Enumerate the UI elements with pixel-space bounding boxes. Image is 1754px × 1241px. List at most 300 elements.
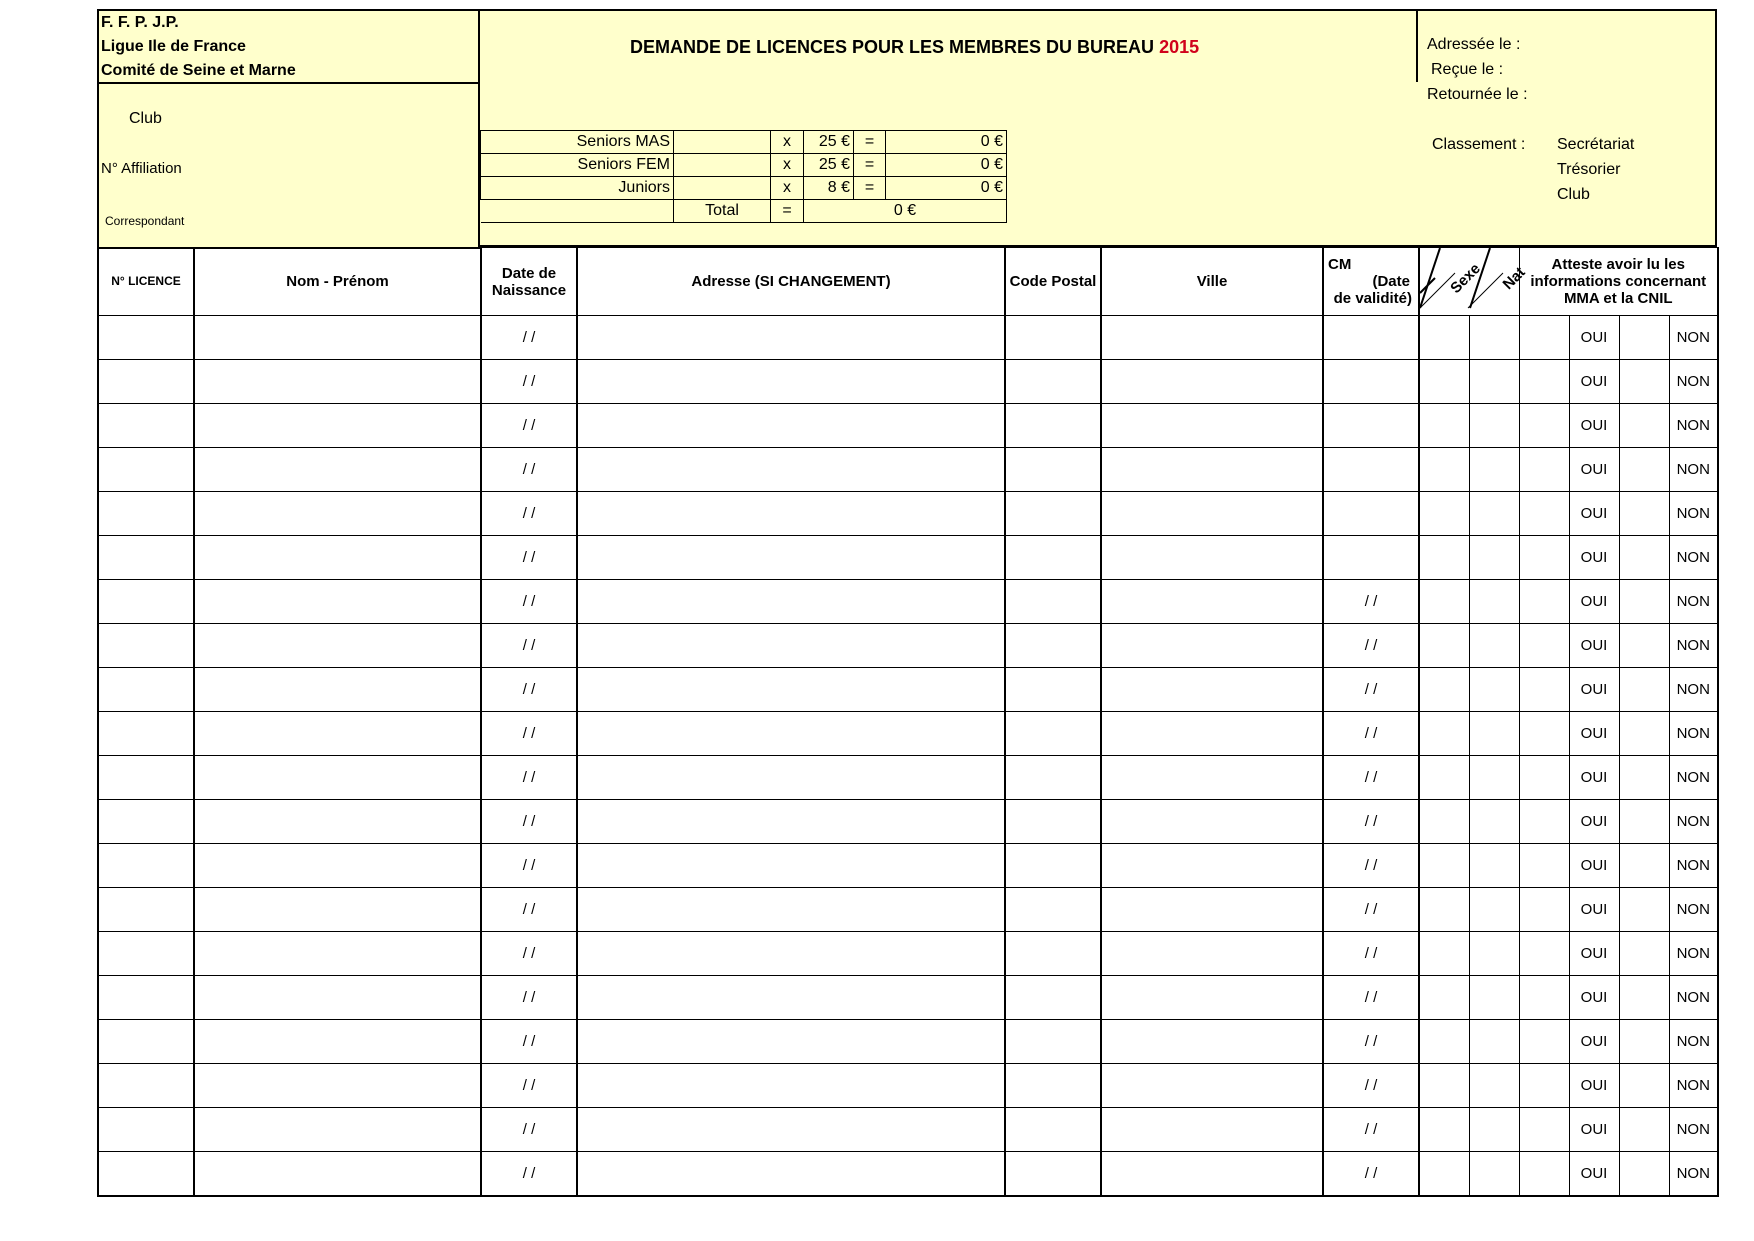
nom-cell[interactable] [194, 1064, 481, 1108]
table-row [98, 492, 1718, 536]
non-label: NON [1669, 1108, 1718, 1152]
adresse-cell[interactable] [577, 316, 1005, 360]
ville-cell[interactable] [1101, 1108, 1323, 1152]
adresse-cell[interactable] [577, 800, 1005, 844]
page-title [630, 37, 1199, 58]
code-postal-cell[interactable] [1005, 536, 1101, 580]
date-naissance-cell[interactable]: / / [481, 888, 577, 932]
ville-cell[interactable] [1101, 1020, 1323, 1064]
date-naissance-cell[interactable]: / / [481, 756, 577, 800]
date-naissance-cell[interactable]: / / [481, 1152, 577, 1196]
sexe-cell[interactable] [1419, 580, 1469, 624]
adresse-cell[interactable] [577, 492, 1005, 536]
oui-checkbox-cell[interactable] [1519, 976, 1569, 1020]
oui-label: OUI [1569, 580, 1619, 624]
licence-cell[interactable] [98, 1064, 194, 1108]
adresse-cell[interactable] [577, 536, 1005, 580]
sexe-cell[interactable] [1419, 404, 1469, 448]
licence-cell[interactable] [98, 360, 194, 404]
cm-cell[interactable] [1323, 404, 1419, 448]
sexe-cell[interactable] [1419, 888, 1469, 932]
oui-checkbox-cell[interactable] [1519, 448, 1569, 492]
non-checkbox-cell[interactable] [1619, 448, 1669, 492]
non-label: NON [1669, 624, 1718, 668]
adresse-cell[interactable] [577, 712, 1005, 756]
table-row [98, 360, 1718, 404]
ville-cell[interactable] [1101, 1064, 1323, 1108]
nom-cell[interactable] [194, 360, 481, 404]
oui-checkbox-cell[interactable] [1519, 536, 1569, 580]
sexe-cell[interactable] [1419, 844, 1469, 888]
nom-cell[interactable] [194, 800, 481, 844]
licence-cell[interactable] [98, 844, 194, 888]
non-checkbox-cell[interactable] [1619, 712, 1669, 756]
date-naissance-cell[interactable]: / / [481, 404, 577, 448]
nom-cell[interactable] [194, 932, 481, 976]
oui-checkbox-cell[interactable] [1519, 712, 1569, 756]
licence-cell[interactable] [98, 448, 194, 492]
table-row [98, 624, 1718, 668]
adresse-cell[interactable] [577, 1152, 1005, 1196]
oui-label: OUI [1569, 492, 1619, 536]
date-naissance-cell[interactable]: / / [481, 1020, 577, 1064]
code-postal-cell[interactable] [1005, 888, 1101, 932]
sexe-cell[interactable] [1419, 536, 1469, 580]
oui-checkbox-cell[interactable] [1519, 404, 1569, 448]
licence-cell[interactable] [98, 756, 194, 800]
sexe-cell[interactable] [1419, 624, 1469, 668]
nat-cell[interactable] [1469, 976, 1519, 1020]
nom-cell[interactable] [194, 448, 481, 492]
code-postal-cell[interactable] [1005, 844, 1101, 888]
sexe-cell[interactable] [1419, 492, 1469, 536]
classement-item-tresorier: Trésorier [1557, 161, 1621, 178]
oui-checkbox-cell[interactable] [1519, 360, 1569, 404]
non-checkbox-cell[interactable] [1619, 404, 1669, 448]
ville-cell[interactable] [1101, 756, 1323, 800]
licence-cell[interactable] [98, 316, 194, 360]
ville-cell[interactable] [1101, 404, 1323, 448]
fees-eq: = [854, 177, 886, 200]
date-naissance-cell[interactable]: / / [481, 492, 577, 536]
fees-total-eq: = [771, 200, 804, 223]
org-block [97, 9, 480, 84]
date-naissance-cell[interactable]: / / [481, 580, 577, 624]
non-label: NON [1669, 580, 1718, 624]
oui-label: OUI [1569, 1108, 1619, 1152]
oui-checkbox-cell[interactable] [1519, 624, 1569, 668]
col-cm-line3: de validité) [1333, 290, 1412, 307]
table-row [98, 536, 1718, 580]
code-postal-cell[interactable] [1005, 1020, 1101, 1064]
non-label: NON [1669, 800, 1718, 844]
licence-cell[interactable] [98, 668, 194, 712]
cm-cell[interactable]: / / [1323, 580, 1419, 624]
table-body [98, 316, 1718, 1196]
nat-cell[interactable] [1469, 1064, 1519, 1108]
adresse-cell[interactable] [577, 448, 1005, 492]
fees-qty[interactable] [674, 177, 771, 200]
oui-checkbox-cell[interactable] [1519, 800, 1569, 844]
licence-cell[interactable] [98, 624, 194, 668]
affiliation-label: N° Affiliation [101, 160, 182, 177]
nom-cell[interactable] [194, 624, 481, 668]
licence-cell[interactable] [98, 976, 194, 1020]
licence-cell[interactable] [98, 800, 194, 844]
fees-table [480, 130, 1007, 223]
sexe-cell[interactable] [1419, 1108, 1469, 1152]
nat-cell[interactable] [1469, 492, 1519, 536]
sexe-cell[interactable] [1419, 932, 1469, 976]
adressee-label: Adressée le : [1427, 36, 1521, 53]
nat-cell[interactable] [1469, 844, 1519, 888]
code-postal-cell[interactable] [1005, 668, 1101, 712]
ville-cell[interactable] [1101, 448, 1323, 492]
fees-price: 25 € [804, 131, 854, 154]
nom-cell[interactable] [194, 756, 481, 800]
table-row [98, 932, 1718, 976]
licence-cell[interactable] [98, 492, 194, 536]
oui-checkbox-cell[interactable] [1519, 580, 1569, 624]
cm-cell[interactable] [1323, 448, 1419, 492]
code-postal-cell[interactable] [1005, 1064, 1101, 1108]
non-checkbox-cell[interactable] [1619, 316, 1669, 360]
licence-cell[interactable] [98, 536, 194, 580]
cm-cell[interactable] [1323, 492, 1419, 536]
non-checkbox-cell[interactable] [1619, 1108, 1669, 1152]
fees-times: x [771, 154, 804, 177]
licence-cell[interactable] [98, 580, 194, 624]
adresse-cell[interactable] [577, 756, 1005, 800]
licence-cell[interactable] [98, 1020, 194, 1064]
adresse-cell[interactable] [577, 976, 1005, 1020]
non-checkbox-cell[interactable] [1619, 888, 1669, 932]
date-naissance-cell[interactable]: / / [481, 976, 577, 1020]
nom-cell[interactable] [194, 316, 481, 360]
classement-label: Classement : [1432, 136, 1526, 153]
cm-cell[interactable] [1323, 536, 1419, 580]
date-naissance-cell[interactable]: / / [481, 1064, 577, 1108]
ville-cell[interactable] [1101, 668, 1323, 712]
cm-cell[interactable]: / / [1323, 976, 1419, 1020]
adresse-cell[interactable] [577, 844, 1005, 888]
non-checkbox-cell[interactable] [1619, 668, 1669, 712]
non-checkbox-cell[interactable] [1619, 492, 1669, 536]
sexe-cell[interactable] [1419, 448, 1469, 492]
nat-cell[interactable] [1469, 1108, 1519, 1152]
date-naissance-cell[interactable]: / / [481, 624, 577, 668]
licence-cell[interactable] [98, 404, 194, 448]
date-naissance-cell[interactable]: / / [481, 536, 577, 580]
nom-cell[interactable] [194, 844, 481, 888]
nom-cell[interactable] [194, 888, 481, 932]
org-line-2: Ligue Ile de France [101, 38, 246, 55]
nat-cell[interactable] [1469, 1152, 1519, 1196]
nom-cell[interactable] [194, 536, 481, 580]
sexe-cell[interactable] [1419, 976, 1469, 1020]
fees-amount: 0 € [886, 177, 1007, 200]
oui-checkbox-cell[interactable] [1519, 316, 1569, 360]
code-postal-cell[interactable] [1005, 1108, 1101, 1152]
fees-label: Seniors MAS [481, 131, 674, 154]
table-row [98, 888, 1718, 932]
ville-cell[interactable] [1101, 844, 1323, 888]
cm-cell[interactable]: / / [1323, 1152, 1419, 1196]
non-label: NON [1669, 1064, 1718, 1108]
non-label: NON [1669, 888, 1718, 932]
code-postal-cell[interactable] [1005, 316, 1101, 360]
adresse-cell[interactable] [577, 932, 1005, 976]
fees-qty[interactable] [674, 131, 771, 154]
adresse-cell[interactable] [577, 668, 1005, 712]
oui-label: OUI [1569, 888, 1619, 932]
ville-cell[interactable] [1101, 1152, 1323, 1196]
ville-cell[interactable] [1101, 800, 1323, 844]
licence-cell[interactable] [98, 932, 194, 976]
table-row [98, 976, 1718, 1020]
cm-cell[interactable]: / / [1323, 1108, 1419, 1152]
nat-cell[interactable] [1469, 1020, 1519, 1064]
code-postal-cell[interactable] [1005, 1152, 1101, 1196]
non-checkbox-cell[interactable] [1619, 800, 1669, 844]
oui-label: OUI [1569, 1152, 1619, 1196]
adresse-cell[interactable] [577, 1064, 1005, 1108]
fees-row [481, 131, 1007, 154]
nat-cell[interactable] [1469, 668, 1519, 712]
date-naissance-cell[interactable]: / / [481, 800, 577, 844]
licence-cell[interactable] [98, 888, 194, 932]
org-line-1: F. F. P. J.P. [101, 14, 179, 31]
code-postal-cell[interactable] [1005, 976, 1101, 1020]
cm-cell[interactable]: / / [1323, 932, 1419, 976]
adresse-cell[interactable] [577, 360, 1005, 404]
date-naissance-cell[interactable]: / / [481, 844, 577, 888]
sexe-cell[interactable] [1419, 1020, 1469, 1064]
ville-cell[interactable] [1101, 360, 1323, 404]
licence-cell[interactable] [98, 1108, 194, 1152]
nat-cell[interactable] [1469, 580, 1519, 624]
col-cm [1323, 248, 1419, 316]
code-postal-cell[interactable] [1005, 492, 1101, 536]
sexe-cell[interactable] [1419, 756, 1469, 800]
nom-cell[interactable] [194, 1108, 481, 1152]
col-ville: Ville [1101, 248, 1323, 316]
ville-cell[interactable] [1101, 888, 1323, 932]
nat-cell[interactable] [1469, 888, 1519, 932]
sexe-cell[interactable] [1419, 712, 1469, 756]
table-row [98, 448, 1718, 492]
adresse-cell[interactable] [577, 624, 1005, 668]
table-row [98, 1020, 1718, 1064]
non-label: NON [1669, 448, 1718, 492]
code-postal-cell[interactable] [1005, 932, 1101, 976]
non-label: NON [1669, 360, 1718, 404]
code-postal-cell[interactable] [1005, 360, 1101, 404]
oui-label: OUI [1569, 404, 1619, 448]
reception-block [1416, 9, 1717, 247]
fees-price: 8 € [804, 177, 854, 200]
cm-cell[interactable]: / / [1323, 668, 1419, 712]
cm-cell[interactable]: / / [1323, 624, 1419, 668]
classement-item-secretariat: Secrétariat [1557, 136, 1635, 153]
nat-cell[interactable] [1469, 316, 1519, 360]
fees-times: x [771, 131, 804, 154]
table-row [98, 580, 1718, 624]
table-row [98, 800, 1718, 844]
nat-label: Nat [1499, 263, 1529, 294]
sexe-cell[interactable] [1419, 668, 1469, 712]
non-checkbox-cell[interactable] [1619, 1020, 1669, 1064]
ville-cell[interactable] [1101, 316, 1323, 360]
non-checkbox-cell[interactable] [1619, 536, 1669, 580]
cm-cell[interactable] [1323, 360, 1419, 404]
ville-cell[interactable] [1101, 712, 1323, 756]
code-postal-cell[interactable] [1005, 756, 1101, 800]
non-checkbox-cell[interactable] [1619, 360, 1669, 404]
sexe-cell[interactable] [1419, 1064, 1469, 1108]
oui-checkbox-cell[interactable] [1519, 1108, 1569, 1152]
nat-cell[interactable] [1469, 712, 1519, 756]
oui-label: OUI [1569, 316, 1619, 360]
date-naissance-cell[interactable]: / / [481, 448, 577, 492]
correspondant-label: Correspondant [105, 214, 185, 228]
nom-cell[interactable] [194, 492, 481, 536]
page-title-text: DEMANDE DE LICENCES POUR LES MEMBRES DU BUREAU [630, 37, 1155, 57]
table-row [98, 1108, 1718, 1152]
date-naissance-cell[interactable]: / / [481, 360, 577, 404]
fees-amount: 0 € [886, 154, 1007, 177]
nom-cell[interactable] [194, 668, 481, 712]
oui-checkbox-cell[interactable] [1519, 668, 1569, 712]
nat-cell[interactable] [1469, 404, 1519, 448]
adresse-cell[interactable] [577, 1020, 1005, 1064]
oui-checkbox-cell[interactable] [1519, 1152, 1569, 1196]
nat-cell[interactable] [1469, 756, 1519, 800]
col-atteste: Atteste avoir lu les informations concernant MMA et la CNIL [1519, 248, 1718, 316]
adresse-cell[interactable] [577, 580, 1005, 624]
cm-cell[interactable]: / / [1323, 712, 1419, 756]
date-naissance-cell[interactable]: / / [481, 1108, 577, 1152]
nom-cell[interactable] [194, 1152, 481, 1196]
code-postal-cell[interactable] [1005, 624, 1101, 668]
code-postal-cell[interactable] [1005, 580, 1101, 624]
non-checkbox-cell[interactable] [1619, 932, 1669, 976]
sexe-label: Sexe [1447, 260, 1484, 297]
oui-checkbox-cell[interactable] [1519, 932, 1569, 976]
sexe-cell[interactable] [1419, 800, 1469, 844]
cm-cell[interactable]: / / [1323, 844, 1419, 888]
oui-checkbox-cell[interactable] [1519, 844, 1569, 888]
fees-total-label: Total [674, 200, 771, 223]
date-naissance-cell[interactable]: / / [481, 712, 577, 756]
licence-cell[interactable] [98, 712, 194, 756]
oui-checkbox-cell[interactable] [1519, 1020, 1569, 1064]
non-label: NON [1669, 668, 1718, 712]
oui-checkbox-cell[interactable] [1519, 888, 1569, 932]
non-label: NON [1669, 712, 1718, 756]
sexe-cell[interactable] [1419, 360, 1469, 404]
cm-cell[interactable]: / / [1323, 1064, 1419, 1108]
col-code-postal: Code Postal [1005, 248, 1101, 316]
col-cm-line1: CM [1328, 256, 1352, 273]
date-naissance-cell[interactable]: / / [481, 932, 577, 976]
ville-cell[interactable] [1101, 492, 1323, 536]
ville-cell[interactable] [1101, 976, 1323, 1020]
non-label: NON [1669, 976, 1718, 1020]
cm-cell[interactable]: / / [1323, 800, 1419, 844]
nat-cell[interactable] [1469, 536, 1519, 580]
table-row [98, 1152, 1718, 1196]
nom-cell[interactable] [194, 580, 481, 624]
licence-table [97, 247, 1719, 1197]
nom-cell[interactable] [194, 1020, 481, 1064]
nom-cell[interactable] [194, 712, 481, 756]
oui-label: OUI [1569, 712, 1619, 756]
fees-amount: 0 € [886, 131, 1007, 154]
code-postal-cell[interactable] [1005, 448, 1101, 492]
non-checkbox-cell[interactable] [1619, 756, 1669, 800]
code-postal-cell[interactable] [1005, 404, 1101, 448]
recue-label: Reçue le : [1431, 61, 1504, 78]
sexe-cell[interactable] [1419, 1152, 1469, 1196]
ville-cell[interactable] [1101, 580, 1323, 624]
non-checkbox-cell[interactable] [1619, 1064, 1669, 1108]
oui-checkbox-cell[interactable] [1519, 492, 1569, 536]
nat-cell[interactable] [1469, 624, 1519, 668]
oui-label: OUI [1569, 976, 1619, 1020]
date-naissance-cell[interactable]: / / [481, 316, 577, 360]
oui-checkbox-cell[interactable] [1519, 756, 1569, 800]
nom-cell[interactable] [194, 404, 481, 448]
cm-cell[interactable]: / / [1323, 888, 1419, 932]
ville-cell[interactable] [1101, 932, 1323, 976]
nat-cell[interactable] [1469, 448, 1519, 492]
table-row [98, 404, 1718, 448]
ville-cell[interactable] [1101, 624, 1323, 668]
nat-cell[interactable] [1469, 360, 1519, 404]
non-checkbox-cell[interactable] [1619, 1152, 1669, 1196]
date-naissance-cell[interactable]: / / [481, 668, 577, 712]
non-checkbox-cell[interactable] [1619, 844, 1669, 888]
non-checkbox-cell[interactable] [1619, 624, 1669, 668]
table-row [98, 756, 1718, 800]
adresse-cell[interactable] [577, 404, 1005, 448]
non-label: NON [1669, 404, 1718, 448]
fees-qty[interactable] [674, 154, 771, 177]
sexe-cell[interactable] [1419, 316, 1469, 360]
nat-cell[interactable] [1469, 932, 1519, 976]
cm-cell[interactable]: / / [1323, 756, 1419, 800]
oui-label: OUI [1569, 800, 1619, 844]
cm-cell[interactable]: / / [1323, 1020, 1419, 1064]
non-checkbox-cell[interactable] [1619, 976, 1669, 1020]
club-info-block [97, 82, 480, 249]
cm-cell[interactable] [1323, 316, 1419, 360]
non-checkbox-cell[interactable] [1619, 580, 1669, 624]
table-row [98, 1064, 1718, 1108]
nom-cell[interactable] [194, 976, 481, 1020]
licence-cell[interactable] [98, 1152, 194, 1196]
code-postal-cell[interactable] [1005, 712, 1101, 756]
oui-label: OUI [1569, 1020, 1619, 1064]
adresse-cell[interactable] [577, 888, 1005, 932]
adresse-cell[interactable] [577, 1108, 1005, 1152]
table-header-row [98, 248, 1718, 316]
ville-cell[interactable] [1101, 536, 1323, 580]
nat-cell[interactable] [1469, 800, 1519, 844]
oui-checkbox-cell[interactable] [1519, 1064, 1569, 1108]
code-postal-cell[interactable] [1005, 800, 1101, 844]
